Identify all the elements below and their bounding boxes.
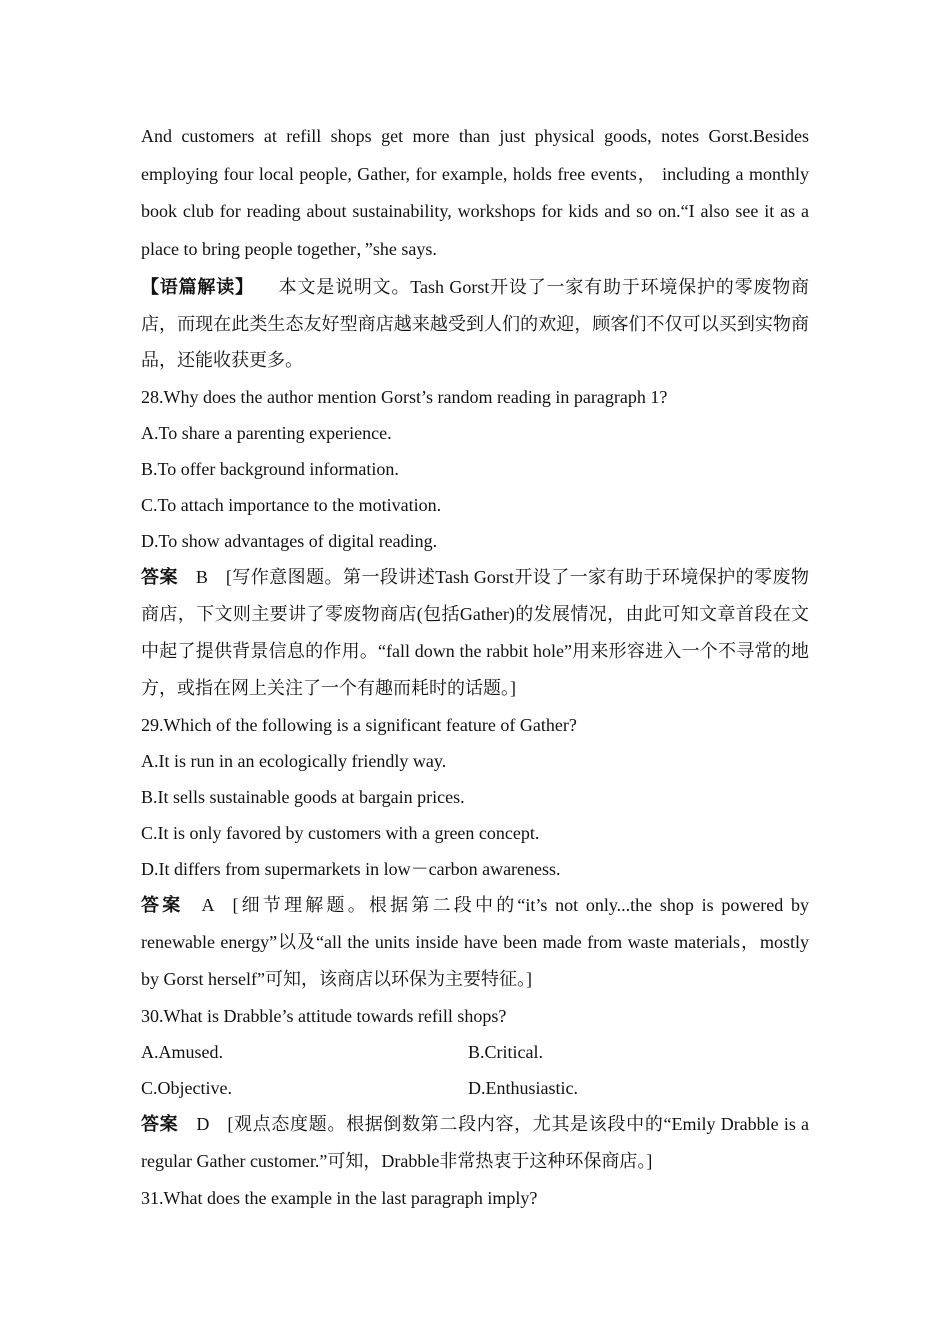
question-30-option-c: C.Objective. — [141, 1077, 232, 1098]
question-28-option-c: C.To attach importance to the motivation. — [141, 494, 442, 515]
analysis-label: 【语篇解读】 — [141, 277, 254, 297]
question-30-option-b: B.Critical. — [468, 1041, 543, 1062]
answer-explanation: [写作意图题。第一段讲述Tash Gorst开设了一家有助于环境保护的零废物商店，下文则主要讲了零废物商店(包括Gather)的发展情况，由此可知文章首段在文中起了提供背景信息的作用。“fall down the rabbit hole”用来形容进入一个不寻常的地方，或指在网上关注了一个有趣而耗时的话题。] — [141, 566, 809, 698]
passage-analysis — [141, 269, 809, 379]
question-28-answer — [141, 559, 809, 707]
question-29-answer — [141, 887, 809, 998]
question-30-option-d: D.Enthusiastic. — [468, 1077, 578, 1098]
answer-label: 答案 — [141, 1113, 179, 1134]
question-29-option-c: C.It is only favored by customers with a green concept. — [141, 822, 540, 843]
question-29-option-d: D.It differs from supermarkets in low－carbon awareness. — [141, 858, 561, 879]
answer-letter: A — [201, 894, 215, 915]
question-28-option-b: B.To offer background information. — [141, 458, 399, 479]
answer-letter: D — [196, 1113, 210, 1134]
question-29-option-a: A.It is run in an ecologically friendly way. — [141, 750, 447, 771]
answer-label: 答案 — [141, 566, 178, 587]
answer-letter: B — [195, 566, 208, 587]
answer-label: 答案 — [141, 894, 184, 915]
question-30-option-a: A.Amused. — [141, 1041, 223, 1062]
question-31-stem: 31.What does the example in the last paragraph imply? — [141, 1187, 538, 1208]
document-body — [141, 118, 809, 1216]
question-28-option-a: A.To share a parenting experience. — [141, 422, 392, 443]
passage-paragraph: And customers at refill shops get more than just physical goods, notes Gorst.Besides employing four local people, Gather, for example, holds free events， including a monthly book club for reading about sustainability, workshops for kids and so on.“I also see it as a place to bring people together，”she says. — [141, 126, 809, 259]
question-28-stem: 28.Why does the author mention Gorst’s random reading in paragraph 1? — [141, 386, 668, 407]
question-29-stem: 29.Which of the following is a significant feature of Gather? — [141, 714, 577, 735]
answer-explanation: [细节理解题。根据第二段中的“it’s not only...the shop is powered by renewable energy”以及“all the units inside have been made from waste materials，mostly by Gorst herself”可知，该商店以环保为主要特征。] — [141, 894, 810, 989]
question-30-answer — [141, 1106, 809, 1180]
question-28-option-d: D.To show advantages of digital reading. — [141, 530, 438, 551]
analysis-text: 本文是说明文。Tash Gorst开设了一家有助于环境保护的零废物商店，而现在此类生态友好型商店越来越受到人们的欢迎，顾客们不仅可以买到实物商品，还能收获更多。 — [141, 277, 810, 370]
question-30-stem: 30.What is Drabble’s attitude towards refill shops? — [141, 1005, 507, 1026]
question-30-options-row-2 — [141, 1070, 809, 1106]
answer-explanation: [观点态度题。根据倒数第二段内容，尤其是该段中的“Emily Drabble is a regular Gather customer.”可知，Drabble非常热衷于这种环保商店。] — [141, 1113, 810, 1171]
question-29-option-b: B.It sells sustainable goods at bargain prices. — [141, 786, 465, 807]
question-30-options-row-1 — [141, 1034, 809, 1070]
